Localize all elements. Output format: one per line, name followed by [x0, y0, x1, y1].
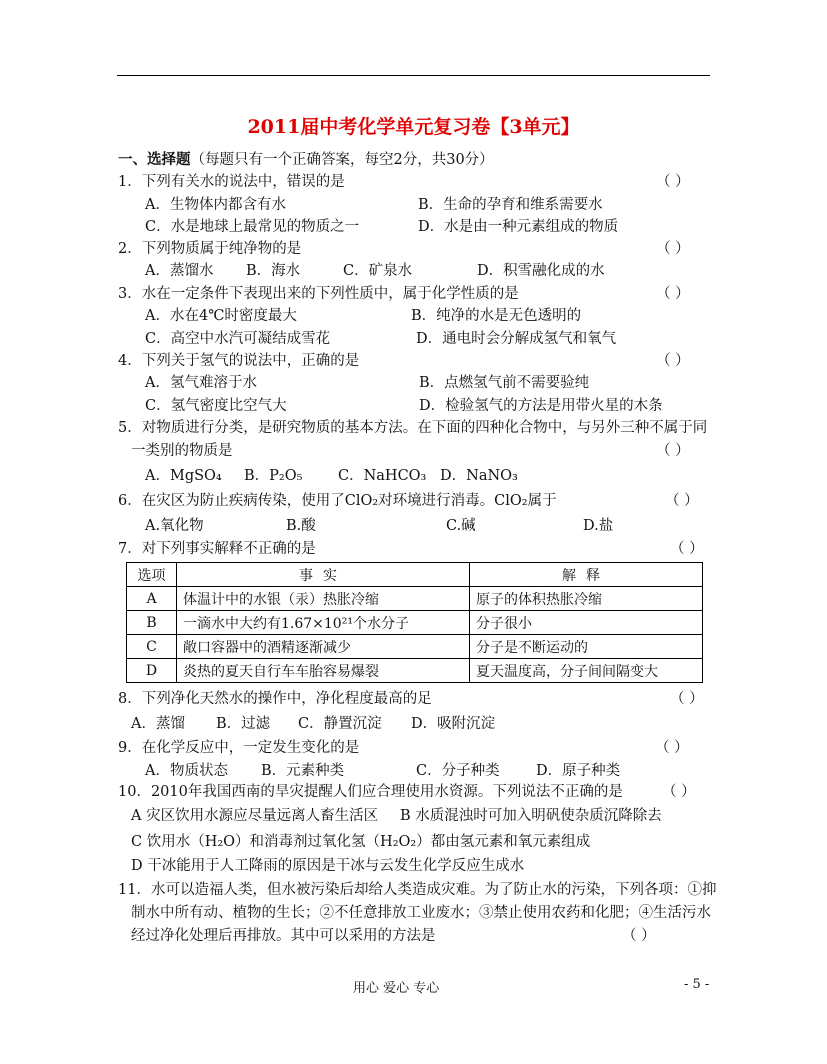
header-fact: 事实 [177, 563, 470, 587]
q4-option-d: D．检验氢气的方法是用带火星的木条 [419, 398, 663, 414]
q1-option-d: D．水是由一种元素组成的物质 [418, 219, 619, 235]
q9-option-b: B．元素种类 [261, 763, 345, 779]
q2-option-c: C．矿泉水 [343, 263, 413, 279]
q1-answer-paren: （ ） [656, 174, 690, 190]
q4-option-a: A．氢气难溶于水 [145, 375, 257, 391]
q4-answer-paren: （ ） [656, 353, 690, 369]
q5-option-d: D．NaNO₃ [440, 468, 518, 484]
header-option: 选项 [127, 563, 177, 587]
row-explanation: 分子很小 [470, 611, 703, 635]
q8-option-b: B．过滤 [216, 716, 271, 732]
q6-stem: 6．在灾区为防止疾病传染，使用了ClO₂对环境进行消毒。ClO₂属于 [118, 493, 557, 509]
table-row [127, 635, 703, 659]
table-row [127, 659, 703, 683]
q5-option-c: C．NaHCO₃ [338, 468, 427, 484]
q10-option-b: B 水质混浊时可加入明矾使杂质沉降除去 [400, 808, 662, 824]
q8-option-d: D．吸附沉淀 [411, 716, 496, 732]
q5-stem-line1: 5．对物质进行分类，是研究物质的基本方法。在下面的四种化合物中，与另外三种不属于同 [118, 420, 708, 436]
q3-answer-paren: （ ） [656, 286, 690, 302]
q5-option-a: A．MgSO₄ [145, 468, 222, 484]
q6-option-c: C.碱 [446, 518, 476, 534]
q11-stem-line3: 经过净化处理后再排放。其中可以采用的方法是 [131, 928, 436, 944]
page-number: - 5 - [684, 977, 710, 992]
q9-option-d: D．原子种类 [536, 763, 621, 779]
row-explanation: 分子是不断运动的 [470, 635, 703, 659]
row-explanation: 夏天温度高，分子间间隔变大 [470, 659, 703, 683]
row-fact: 炎热的夏天自行车车胎容易爆裂 [177, 659, 470, 683]
section-heading-line [118, 150, 494, 170]
q2-answer-paren: （ ） [656, 241, 690, 257]
page-title: 2011届中考化学单元复习卷【3单元】 [247, 116, 580, 138]
section-heading: 一、选择题 [118, 151, 191, 168]
q10-answer-paren: （ ） [662, 784, 696, 800]
q10-option-c: C 饮用水（H₂O）和消毒剂过氧化氢（H₂O₂）都由氢元素和氧元素组成 [131, 834, 591, 850]
q4-stem: 4．下列关于氢气的说法中，正确的是 [118, 353, 360, 369]
q8-option-a: A．蒸馏 [131, 716, 185, 732]
q3-option-b: B．纯净的水是无色透明的 [411, 308, 582, 324]
q3-option-c: C．高空中水汽可凝结成雪花 [145, 331, 331, 347]
q2-option-a: A．蒸馏水 [145, 263, 214, 279]
row-fact: 敞口容器中的酒精逐渐减少 [177, 635, 470, 659]
q2-option-d: D．积雪融化成的水 [477, 263, 605, 279]
q2-stem: 2．下列物质属于纯净物的是 [118, 241, 302, 257]
q6-option-a: A.氧化物 [145, 518, 204, 534]
q9-option-c: C．分子种类 [416, 763, 500, 779]
row-option: C [127, 635, 177, 659]
q3-stem: 3．水在一定条件下表现出来的下列性质中，属于化学性质的是 [118, 286, 519, 302]
q6-option-d: D.盐 [583, 518, 614, 534]
header-rule [117, 75, 710, 76]
q5-answer-paren: （ ） [656, 443, 690, 459]
row-option: B [127, 611, 177, 635]
header-explanation: 解释 [470, 563, 703, 587]
table-row [127, 611, 703, 635]
q9-answer-paren: （ ） [655, 740, 689, 756]
q11-stem-line2: 制水中所有动、植物的生长；②不任意排放工业废水；③禁止使用农药和化肥；④生活污水 [131, 905, 711, 921]
row-explanation: 原子的体积热胀冷缩 [470, 587, 703, 611]
q10-option-d: D 干冰能用于人工降雨的原因是干冰与云发生化学反应生成水 [131, 858, 525, 874]
q8-stem: 8．下列净化天然水的操作中，净化程度最高的足 [118, 691, 432, 707]
q4-option-b: B．点燃氢气前不需要验纯 [419, 375, 590, 391]
q6-option-b: B.酸 [286, 518, 316, 534]
q2-option-b: B．海水 [246, 263, 301, 279]
q5-stem-line2: 一类别的物质是 [131, 443, 233, 459]
q7-answer-paren: （ ） [670, 541, 704, 557]
q3-option-a: A．水在4℃时密度最大 [145, 308, 297, 324]
q3-option-d: D．通电时会分解成氢气和氧气 [416, 331, 617, 347]
q7-stem: 7．对下列事实解释不正确的是 [118, 541, 316, 557]
row-fact: 体温计中的水银（汞）热胀冷缩 [177, 587, 470, 611]
q10-option-a: A 灾区饮用水源应尽量远离人畜生活区 [131, 808, 379, 824]
row-option: A [127, 587, 177, 611]
q7-table [126, 562, 703, 683]
footer-motto: 用心 爱心 专心 [353, 981, 440, 996]
q11-stem-line1: 11．水可以造福人类，但水被污染后却给人类造成灾难。为了防止水的污染，下列各项：①抑 [118, 882, 717, 898]
q4-option-c: C．氢气密度比空气大 [145, 398, 287, 414]
q11-answer-paren: （ ） [622, 928, 656, 944]
q8-answer-paren: （ ） [670, 691, 704, 707]
row-option: D [127, 659, 177, 683]
row-fact: 一滴水中大约有1.67×10²¹个水分子 [177, 611, 470, 635]
table-header-row [127, 563, 703, 587]
q10-stem: 10．2010年我国西南的旱灾提醒人们应合理使用水资源。下列说法不正确的是 [118, 784, 623, 800]
q9-stem: 9．在化学反应中，一定发生变化的是 [118, 740, 360, 756]
q9-option-a: A．物质状态 [145, 763, 228, 779]
q8-option-c: C．静置沉淀 [298, 716, 382, 732]
table-row [127, 587, 703, 611]
q5-option-b: B．P₂O₅ [244, 468, 303, 484]
section-note: （每题只有一个正确答案，每空2分，共30分） [190, 152, 494, 168]
q1-option-c: C．水是地球上最常见的物质之一 [145, 219, 360, 235]
q6-answer-paren: （ ） [665, 493, 699, 509]
q1-option-a: A．生物体内都含有水 [145, 197, 286, 213]
q1-option-b: B．生命的孕育和维系需要水 [418, 197, 603, 213]
q1-stem: 1．下列有关水的说法中，错误的是 [118, 174, 345, 190]
